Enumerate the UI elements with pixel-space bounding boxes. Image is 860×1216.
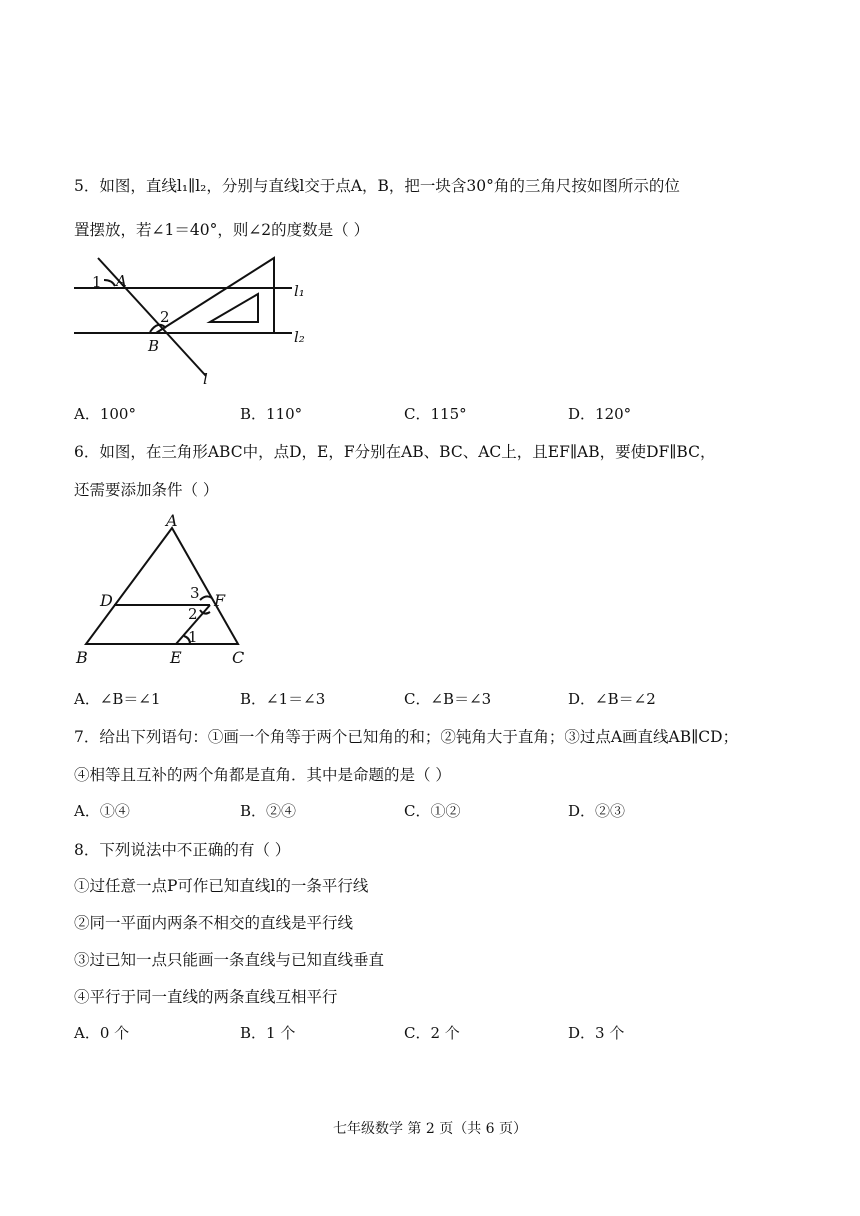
- line-l: [98, 258, 206, 376]
- label-A: A: [166, 512, 178, 530]
- q6-figure: [72, 512, 252, 672]
- q7-option-d[interactable]: D．②③: [568, 802, 626, 820]
- q8-option-a[interactable]: A．0 个: [74, 1024, 130, 1042]
- q5-option-c[interactable]: C．115°: [404, 405, 467, 423]
- label-angle3: 3: [190, 584, 200, 602]
- q5-option-a[interactable]: A．100°: [74, 405, 136, 423]
- q7-stem-line2: ④相等且互补的两个角都是直角．其中是命题的是（ ）: [74, 766, 451, 784]
- triangle-abc: [86, 528, 238, 644]
- q5-option-d[interactable]: D．120°: [568, 405, 632, 423]
- q8-statement-1: ①过任意一点P可作已知直线l的一条平行线: [74, 877, 369, 895]
- q5-stem-line2: 置摆放，若∠1＝40°，则∠2的度数是（ ）: [74, 221, 370, 239]
- label-C: C: [232, 648, 245, 667]
- q6-option-d[interactable]: D．∠B＝∠2: [568, 690, 656, 708]
- label-angle1: 1: [92, 273, 102, 291]
- q8-option-d[interactable]: D．3 个: [568, 1024, 625, 1042]
- q7-stem-line1: 7．给出下列语句：①画一个角等于两个已知角的和；②钝角大于直角；③过点A画直线AB∥CD；: [74, 728, 739, 746]
- q6-stem-line2: 还需要添加条件（ ）: [74, 481, 219, 499]
- q8-option-b[interactable]: B．1 个: [240, 1024, 296, 1042]
- q5-figure: [70, 250, 320, 390]
- set-square-inner: [210, 294, 258, 322]
- q5-option-b[interactable]: B．110°: [240, 405, 303, 423]
- label-angle1: 1: [188, 628, 198, 646]
- label-angle2: 2: [160, 308, 170, 326]
- label-B: B: [148, 337, 160, 355]
- q6-option-b[interactable]: B．∠1＝∠3: [240, 690, 326, 708]
- q7-option-b[interactable]: B．②④: [240, 802, 297, 820]
- angle3-arc: [200, 596, 212, 600]
- q6-stem-line1: 6．如图，在三角形ABC中，点D，E，F分别在AB、BC、AC上，且EF∥AB，要使DF∥BC，: [74, 443, 716, 461]
- label-A: A: [116, 272, 127, 290]
- label-E: E: [170, 648, 182, 667]
- label-l1: l₁: [294, 282, 305, 300]
- q7-option-a[interactable]: A．①④: [74, 802, 130, 820]
- label-l: l: [203, 370, 208, 388]
- q8-statement-2: ②同一平面内两条不相交的直线是平行线: [74, 914, 354, 932]
- q8-statement-4: ④平行于同一直线的两条直线互相平行: [74, 988, 338, 1006]
- q6-option-c[interactable]: C．∠B＝∠3: [404, 690, 492, 708]
- label-D: D: [100, 591, 113, 610]
- q8-option-c[interactable]: C．2 个: [404, 1024, 460, 1042]
- label-angle2: 2: [188, 605, 198, 623]
- q7-option-c[interactable]: C．①②: [404, 802, 461, 820]
- label-F: F: [214, 591, 226, 610]
- q6-option-a[interactable]: A．∠B＝∠1: [74, 690, 161, 708]
- q8-statement-3: ③过已知一点只能画一条直线与已知直线垂直: [74, 951, 385, 969]
- q8-stem: 8．下列说法中不正确的有（ ）: [74, 841, 291, 859]
- page-footer: 七年级数学 第 2 页（共 6 页）: [332, 1121, 528, 1137]
- label-l2: l₂: [294, 328, 305, 346]
- q5-stem-line1: 5．如图，直线l₁∥l₂，分别与直线l交于点A，B，把一块含30°角的三角尺按如图所示的位: [74, 177, 680, 195]
- angle1-arc: [104, 280, 115, 286]
- label-B: B: [76, 648, 88, 667]
